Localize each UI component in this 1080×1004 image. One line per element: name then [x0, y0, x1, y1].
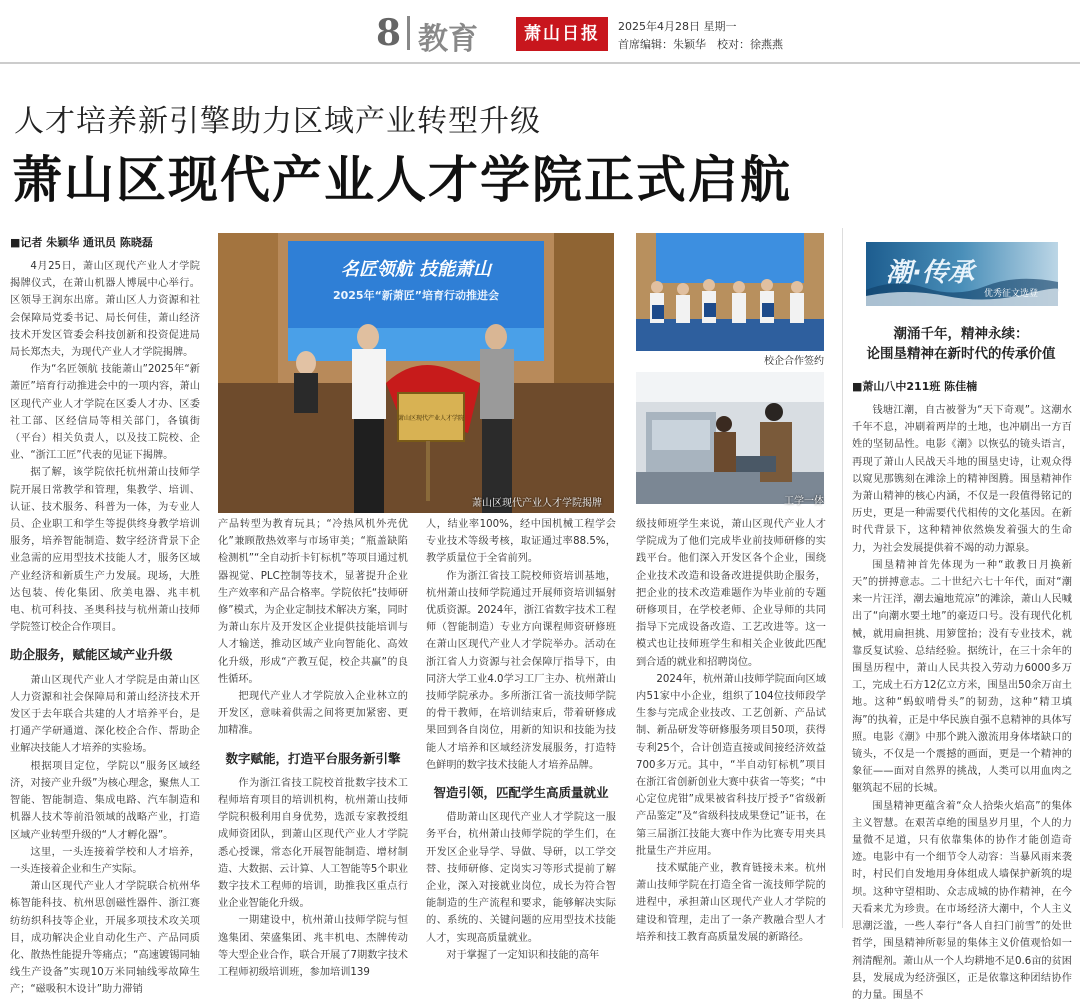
section-subtitle: 智造引领，匹配学生高质量就业 — [433, 785, 609, 801]
paragraph: 产品转型为教育玩具；“冷热风机外壳优化”兼顾散热效率与市场审美；“瓶盖缺陷检测机”“全自动折卡钉标机”等项目通过机器视觉、PLC控制等技术，显著提升企业生产效率和产品合格率。学院依托“技师研修”模式，为企业定制技术解决方案，同时为萧山东片及开发区企业提供技能培训与人才输送，推动区域产业向智能化、高效化升级，形成“产教互促，校企共赢”的良性循环。 — [218, 519, 408, 685]
page-number: 8 — [376, 12, 402, 54]
paragraph: 人，结业率100%，经中国机械工程学会专业技术等级考核，取证通过率88.5%，教学质量位于全省前列。 — [426, 519, 616, 565]
article-column-4 — [636, 516, 826, 943]
article-byline: ■记者 朱颖华 通讯员 陈晓磊 — [10, 236, 153, 249]
plaque-text: 萧山区现代产业人才学院 — [397, 415, 465, 422]
issue-date: 2025年4月28日 星期一 — [618, 20, 737, 33]
stage-event-text: 2025年“新萧匠”培育行动推进会 — [332, 289, 500, 302]
section-subtitle: 助企服务，赋能区域产业升级 — [10, 647, 173, 663]
paragraph: 级技师班学生来说，萧山区现代产业人才学院成为了他们完成毕业前技师研修的实践平台。他们深入开发区各个企业，围绕企业技术改造和设备改进提供助企服务，把企业的技术改造难题作为毕业前的专题研修项目，在学校老师、企业导师的共同指导下完成设备改造、工艺改进等。这一模式也让技师班学生和相关企业彼此匹配到合适的就业和招聘岗位。 — [636, 519, 826, 668]
essay-series-banner — [866, 242, 1058, 306]
paragraph: 根据项目定位，学院以“服务区域经济，对接产业升级”为核心理念，聚焦人工智能、智能制造、集成电路、汽车制造和机器人技术等前沿领域的战略产业，打造区域产业转型升级的“人才孵化器”。 — [10, 760, 200, 841]
paragraph: 这里，一头连接着学校和人才培养，一头连接着企业和生产实际。 — [10, 846, 200, 875]
paragraph: 作为浙江省技工院校师资培训基地，杭州萧山技师学院通过开展师资培训辐射优质资源。2024年，浙江省数字技术工程师（智能制造）专业方向课程师资研修班在萧山区现代产业人才学院举办。活动在浙江省人力资源与社会保障厅指导下，由同济大学工业4.0学习工厂主办、杭州萧山技师学院承办。多所浙江省一流技师学院的骨干教师，在培训结束后，带着研修成果回到各自岗位，用新的知识和技能为技能人才培养和区域经济发展服务，打造特色鲜明的数字技术技能人才培养品牌。 — [426, 570, 616, 771]
essay-series-subtitle: 优秀征文选登 — [984, 289, 1039, 299]
paragraph: 作为浙江省技工院校首批数字技术工程师培育项目的培训机构，杭州萧山技师学院积极利用自身优势，选派专家教授组成师资团队，到萧山区现代产业人才学院悉心授课，常态化开展智能制造、增材制造、大数据、云计算、人工智能等5个职业数字技术工程师的培训，助推我区重点行业企业智能化升级。 — [218, 777, 408, 910]
article-headline: 萧山区现代产业人才学院正式启航 — [12, 151, 792, 209]
paragraph: 围垦精神更蕴含着“众人拾柴火焰高”的集体主义智慧。在艰苦卓绝的围垦岁月里，个人的力量微不足道，只有依靠集体的协作才能创造奇迹。电影中有一个细节令人动容：当暴风雨来袭时，村民们自发地用身体组成人墙保护新筑的堤坝。这种守望相助、众志成城的协作精神，在今天看来尤为珍贵。在市场经济大潮中，个人主义思潮泛滥，一些人奉行“各人自扫门前雪”的处世哲学，围垦精神所彰显的集体主义价值观恰如一剂清醒剂。萧山从一个人均耕地不足0.6亩的贫困县，发展成为经济强区，正是依靠这种团结协作的力量。围垦不 — [852, 800, 1072, 1001]
essay-title-line-2: 论围垦精神在新时代的传承价值 — [866, 346, 1056, 362]
paragraph: 一期建设中，杭州萧山技师学院与恒逸集团、荣盛集团、兆丰机电、杰牌传动等大型企业合作，联合开展了7期数字技术工程师初级培训班，参加培训139 — [218, 915, 408, 979]
masthead-divider — [407, 16, 410, 50]
masthead — [0, 0, 1080, 64]
paragraph: 4月25日，萧山区现代产业人才学院揭牌仪式，在萧山机器人博展中心举行。区领导王润东出席。萧山区人力资源和社会保障局党委书记、局长何佳，萧山经济技术开发区管委会科技创新和投资促进局局长郑杰夫，为现代产业人才学院揭牌。 — [10, 261, 200, 359]
paragraph: 对于掌握了一定知识和技能的高年 — [446, 949, 600, 961]
essay-body — [852, 402, 1072, 1001]
paragraph: 萧山区现代产业人才学院是由萧山区人力资源和社会保障局和萧山经济技术开发区于去年联合共建的人才培养平台，是打通产学研通道、深化校企合作、帮助企业解决技能人才培养的实验场。 — [10, 674, 200, 755]
section-subtitle: 数字赋能，打造平台服务新引擎 — [225, 750, 401, 766]
paragraph: 萧山区现代产业人才学院联合杭州华栋智能科技、杭州思创磁性器件、浙江赛纺纺织科技等企业，开展多项技术攻关项目，成功解决企业自动化生产、产品同质化、散热性能提升等痛点；“高速镀锡同轴线生产设备”实现10万米同轴线零故障生产；“磁吸积木设计”助力滞销 — [10, 881, 200, 996]
paragraph: 技术赋能产业，教育链接未来。杭州萧山技师学院在打造全省一流技师学院的进程中，承担萧山区现代产业人才学院的建设和管理，走出了一条产教融合型人才培养和技工教育高质量发展的新路径。 — [636, 863, 826, 943]
article-column-2 — [218, 516, 408, 979]
photo-signing — [636, 233, 824, 351]
photo-workshop — [636, 372, 824, 504]
section-name: 教育 — [418, 22, 478, 57]
photo-unveiling-ceremony — [218, 233, 614, 513]
photo-caption-unveiling: 萧山区现代产业人才学院揭牌 — [472, 498, 602, 509]
paragraph: 把现代产业人才学院放入企业林立的开发区，意味着供需之间将更加紧密、更加精准。 — [218, 691, 408, 737]
photo-caption-signing: 校企合作签约 — [764, 356, 824, 367]
paragraph: 钱塘江潮，自古被誉为“天下奇观”。这潮水千年不息，冲刷着两岸的土地，也冲刷出一方百姓的坚韧品性。电影《潮》以恢弘的镜头语言，再现了萧山人民战天斗地的围垦史诗，让观众得以窥见那镌刻在滩涂上的精神图腾。围垦精神作为萧山精神的核心内涵，不仅是一段值得铭记的历史，更是一种需要代代相传的文化基因。在新时代背景下，这种精神依然焕发着强大的生命力，为社会发展提供着不竭的动力源泉。 — [852, 405, 1072, 554]
photo-caption-workshop: 工学一体 — [784, 496, 824, 507]
paragraph: 围垦精神首先体现为一种“敢教日月换新天”的拼搏意志。二十世纪六七十年代，面对“潮来一片汪洋，潮去遍地荒凉”的滩涂，萧山人民喊出了“向潮水要土地”的豪迈口号。没有现代化机械，就用扁担挑、用箩筐抬；没有专业技术，就靠反复试验、总结经验。据统计，在三十余年的围垦历程中，萧山人民共投入劳动力6000多万工，完成土石方12亿立方米，围垦出50余万亩土地。这种“蚂蚁啃骨头”的韧劲，这种“精卫填海”的执着，正是中华民族自强不息精神的具体写照。电影《潮》中那个跳入激流用身体堵缺口的镜头，不仅是一个震撼的画面，更是一个精神的象征——面对自然界的挑战，人类可以用血肉之躯筑起不屈的长城。 — [852, 559, 1072, 795]
newspaper-logo: 萧山日报 — [516, 17, 608, 51]
top-rule — [0, 62, 1080, 64]
essay-byline: ■萧山八中211班 陈佳楠 — [852, 380, 978, 393]
editor-credits: 首席编辑：朱颖华 校对：徐燕燕 — [618, 38, 783, 51]
essay-title-line-1: 潮涌千年，精神永续： — [893, 326, 1029, 342]
article-column-1 — [10, 258, 200, 996]
paragraph: 据了解，该学院依托杭州萧山技师学院开展日常教学和管理，集教学、培训、认证、技术服务、科普为一体，为专业人员、企业职工和学生等提供终身教学培训服务，培养智能制造、数字经济背景下企业急需的应用型技术技能人才，服务区域产业经济和新质生产力发展。现场，大胜达包装、传化集团、欣美电器、兆丰机电、杭可科技、圣奥科技与杭州萧山技师学院签订校企合作项目。 — [10, 467, 200, 634]
article-column-3 — [426, 516, 616, 961]
paragraph: 2024年，杭州萧山技师学院面向区域内51家中小企业，组织了104位技师段学生参与完成企业技改、工艺创新、产品试制、新品研发等研修服务项目50项，获得专利25个，合计创造直接或间接经济效益700多万元。其中，“半自动钉标机”项目在浙江省创新创业大赛中获省一等奖；“中心定位虎钳”成果被省科技厅授予“省级新产品鉴定”及“省级科技成果登记”证书，在第三届浙江技能大赛中作为比赛专用夹具批量生产并应用。 — [636, 673, 826, 857]
paragraph: 作为“名匠领航 技能萧山”2025年“新萧匠”培育行动推进会中的一项内容，萧山区现代产业人才学院在区委人才办、区委社工部、区经信局等相关部门，各镇街（平台）相关负责人，以及技工院校、企业、“浙江工匠”代表的见证下揭牌。 — [10, 364, 200, 462]
stage-banner-text: 名匠领航 技能萧山 — [340, 259, 492, 280]
paragraph: 借助萧山区现代产业人才学院这一服务平台，杭州萧山技师学院的学生们，在开发区企业导学、导做、导研，以工学交替、技师研修、定岗实习等形式提前了解企业，深入对接就业岗位，成长为符合智能制造的生产流程和要求，能够解决实际的、系统的、关键问题的应用型技术技能人才，实现高质量就业。 — [426, 812, 616, 944]
column-divider — [842, 228, 843, 928]
essay-series-title: 潮·传承 — [886, 258, 974, 288]
article-subhead: 人才培养新引擎助力区域产业转型升级 — [14, 104, 541, 139]
